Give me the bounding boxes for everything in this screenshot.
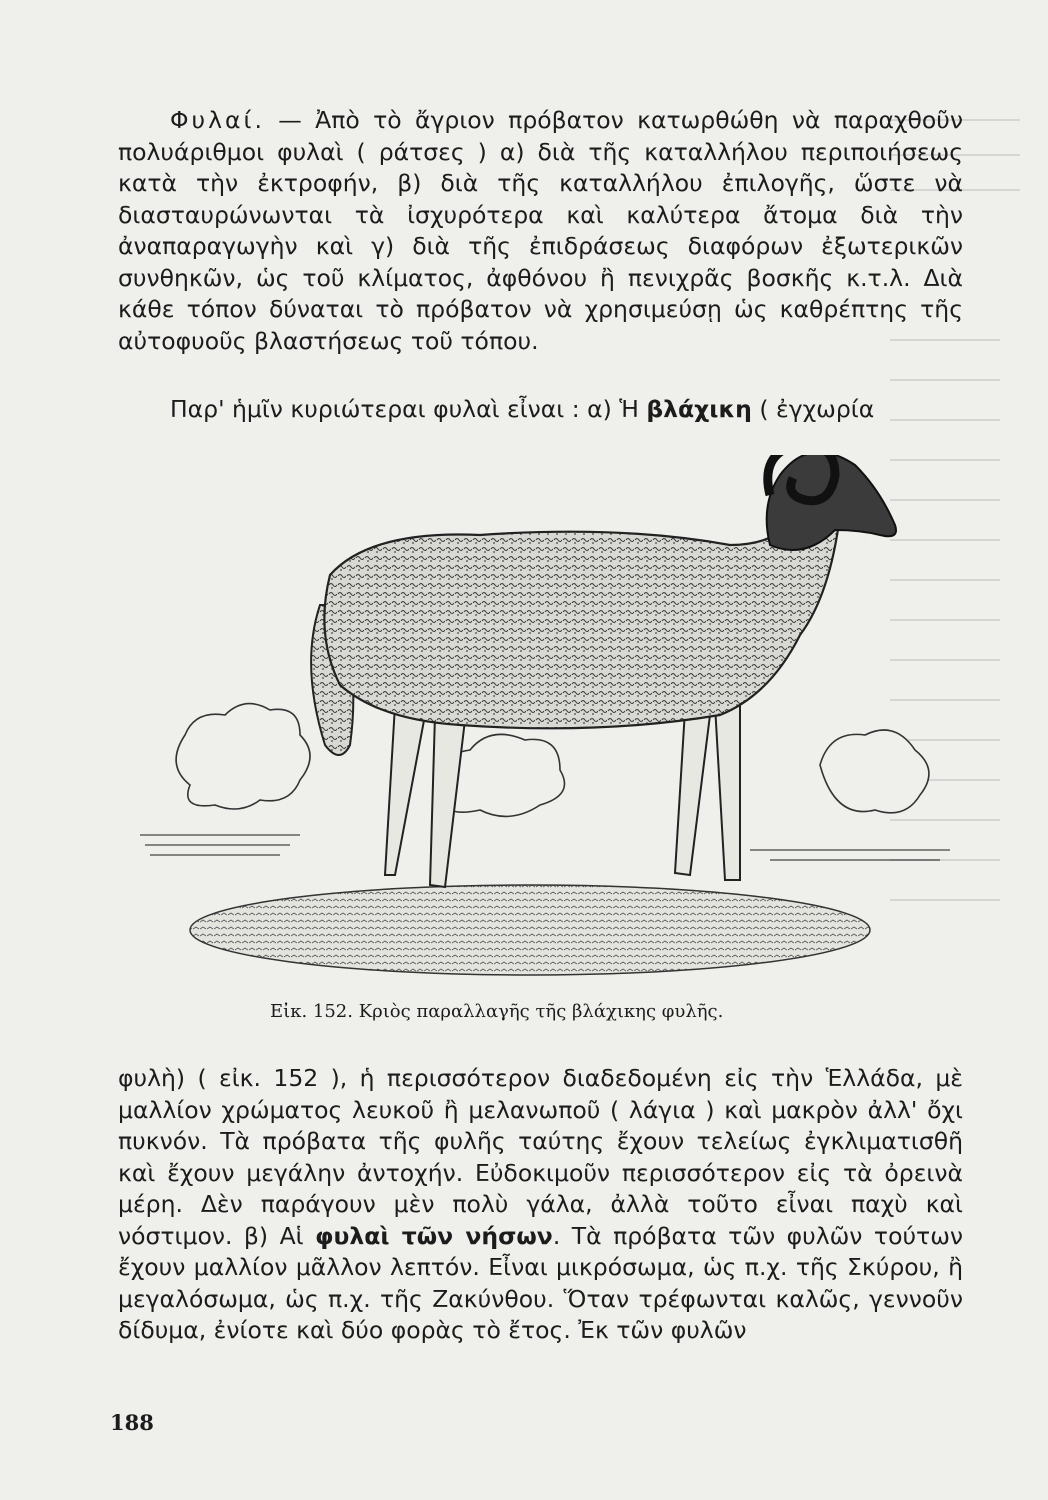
paragraph-text-tail: ( ἐγχωρία xyxy=(751,395,875,423)
paragraph-main-breeds xyxy=(118,394,963,426)
paragraph-breeds-intro xyxy=(118,105,963,357)
paragraph-text: — Ἀπὸ τὸ ἄγριον πρόβατον κατωρθώθη νὰ παραχθοῦν πολυάριθμοι φυλαὶ ( ράτσες ) α) διὰ τῆς καταλλήλου περιποιήσεως κατὰ τὴν ἐκτροφήν, β) διὰ τῆς καταλλήλου ἐπιλογῆς, ὥστε νὰ διασταυρώνωνται τὰ ἰσχυρότερα καὶ καλύτερα ἄτομα διὰ τὴν ἀναπαραγωγὴν καὶ γ) διὰ τῆς ἐπιδράσεως διαφόρων ἐξωτερικῶν συνθηκῶν, ὡς τοῦ κλίματος, ἀφθόνου ἢ πενιχρᾶς βοσκῆς κ.τ.λ. Διὰ κάθε τόπον δύναται τὸ πρόβατον νὰ χρησιμεύσῃ ὡς καθρέπτης τῆς αὐτοφυοῦς βλαστήσεως τοῦ τόπου. xyxy=(118,106,963,355)
breed-name-islands: φυλαὶ τῶν νήσων xyxy=(315,1221,553,1250)
ram-illustration xyxy=(130,455,960,1000)
section-heading: Φυλαί. xyxy=(170,106,265,134)
page-number: 188 xyxy=(110,1410,154,1435)
paragraph-text: φυλὴ) ( εἰκ. 152 ), ἡ περισσότερον διαδεδομένη εἰς τὴν Ἑλλάδα, μὲ μαλλίον χρώματος λευκοῦ ἢ μελανωποῦ ( λάγια ) καὶ μακρὸν ἀλλ' ὄχι πυκνόν. Τὰ πρόβατα τῆς φυλῆς ταύτης ἔχουν τελείως ἐγκλιματισθῆ καὶ ἔχουν μεγάλην ἀντοχήν. Εὐδοκιμοῦν περισσότερον εἰς τὰ ὀρεινὰ μέρη. Δὲν παράγουν μὲν πολὺ γάλα, ἀλλὰ τοῦτο εἶναι παχὺ καὶ νόστιμον. β) Αἱ xyxy=(118,1064,963,1250)
figure-caption: Εἰκ. 152. Κριὸς παραλλαγῆς τῆς βλάχικης φυλῆς. xyxy=(270,1001,724,1022)
paragraph-breed-details xyxy=(118,1063,963,1347)
breed-name-vlachiki: βλάχικη xyxy=(646,395,752,423)
paragraph-text-tail: . Τὰ πρόβατα τῶν φυλῶν τούτων ἔχουν μαλλίον μᾶλλον λεπτόν. Εἶναι μικρόσωμα, ὡς π.χ. τῆς Σκύρου, ἢ μεγαλόσωμα, ὡς π.χ. τῆς Ζακύνθου. Ὅταν τρέφωνται καλῶς, γεννοῦν δίδυμα, ἐνίοτε καὶ δύο φορὰς τὸ ἔτος. Ἐκ τῶν φυλῶν xyxy=(118,1221,964,1344)
paragraph-text: Παρ' ἡμῖν κυριώτεραι φυλαὶ εἶναι : α) Ἡ xyxy=(170,395,647,423)
